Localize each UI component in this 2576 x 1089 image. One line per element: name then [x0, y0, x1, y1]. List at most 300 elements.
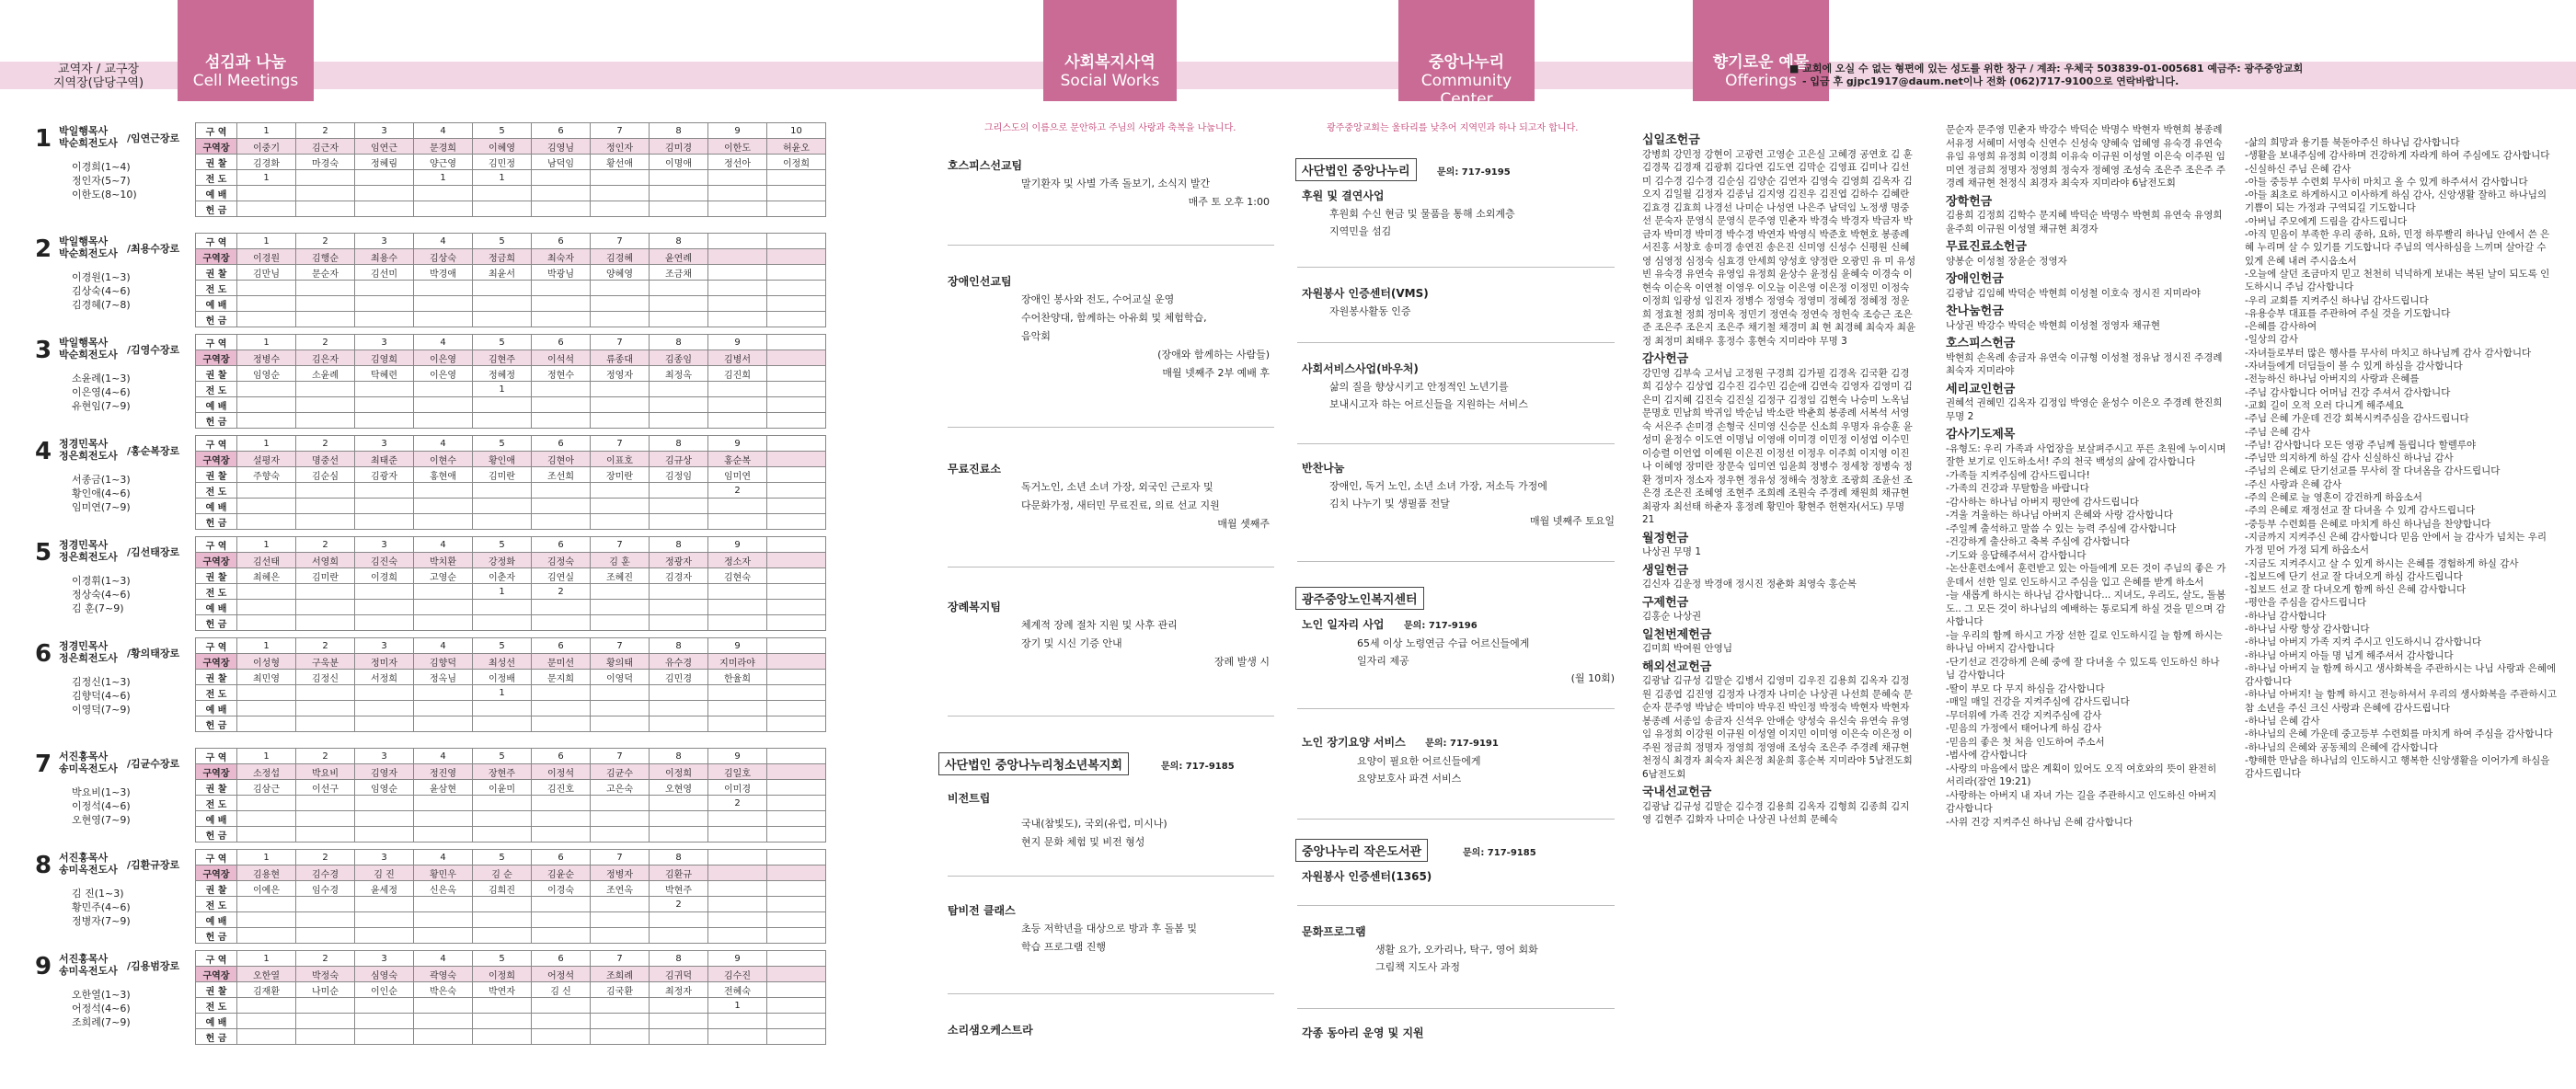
offering-title: 십일조헌금 [1642, 133, 1700, 147]
table-cell [532, 716, 591, 732]
table-cell: 문지희 [532, 670, 591, 685]
table-cell: 고은숙 [591, 780, 650, 796]
table-cell: 김규상 [650, 452, 708, 467]
table-cell [296, 1029, 355, 1045]
table-cell: 1 [473, 382, 532, 397]
social-item-title: 장애인선교팀 [948, 275, 1012, 288]
table-cell [355, 827, 414, 843]
table-row [196, 123, 826, 139]
table-cell: 7 [591, 638, 650, 654]
table-cell [591, 685, 650, 701]
table-cell [473, 186, 532, 201]
table-cell [237, 514, 296, 530]
row-label: 구역장 [196, 654, 237, 670]
table-cell: 이정희 [650, 764, 708, 780]
table-cell: 7 [591, 749, 650, 764]
table-row [196, 638, 826, 654]
group-number: 1 [35, 125, 52, 153]
offering-names: 나상권 박강수 박덕순 박현희 이성철 정영자 채규현 [1946, 319, 2161, 331]
table-cell: 신은옥 [414, 881, 473, 897]
cell-group-3 [35, 333, 193, 432]
cell-table-1 [195, 122, 826, 217]
table-cell [473, 716, 532, 732]
district-leader: 임미연(7~9) [72, 501, 131, 513]
group-number: 3 [35, 337, 52, 364]
table-cell [237, 296, 296, 312]
table-cell: 이혜영 [473, 139, 532, 155]
table-cell [296, 186, 355, 201]
row-label: 구역장 [196, 764, 237, 780]
table-cell: 김 진 [355, 865, 414, 881]
senior-center-title: 광주중앙노인복지센터 [1302, 593, 1418, 607]
table-row [196, 701, 826, 716]
table-cell: 양혜영 [591, 265, 650, 281]
table-cell [296, 912, 355, 928]
table-cell: 이춘자 [473, 568, 532, 584]
table-cell: 이성형 [237, 654, 296, 670]
group-pastors: 박일행목사 박순희전도사 [59, 235, 118, 259]
row-label: 권 찰 [196, 155, 237, 170]
table-cell [708, 1014, 767, 1029]
table-row [196, 749, 826, 764]
table-row [196, 780, 826, 796]
table-cell: 황선애 [591, 155, 650, 170]
table-cell [708, 382, 767, 397]
table-cell [237, 201, 296, 217]
table-cell [650, 796, 708, 811]
table-cell [708, 912, 767, 928]
table-cell: 박광님 [532, 265, 591, 281]
social-item-hospice [948, 156, 1270, 212]
district-leader: 정상숙(4~6) [72, 589, 131, 601]
offering-section [1946, 384, 2226, 424]
row-label: 예 배 [196, 397, 237, 413]
table-cell [708, 811, 767, 827]
table-cell: 2 [708, 796, 767, 811]
table-cell: 이중기 [237, 139, 296, 155]
social-item-line: 국내(참빛도), 국외(유럽, 미시나) [1021, 818, 1167, 830]
row-label: 전 도 [196, 584, 237, 600]
table-cell [650, 170, 708, 186]
table-cell: 5 [473, 123, 532, 139]
table-cell [237, 685, 296, 701]
table-cell: 서정희 [355, 670, 414, 685]
community-senior-jobs [1302, 616, 1615, 687]
table-cell: 3 [355, 123, 414, 139]
table-cell [237, 615, 296, 631]
row-label: 예 배 [196, 811, 237, 827]
row-label: 구 역 [196, 335, 237, 350]
offering-title: 찬나눔헌금 [1946, 304, 2004, 318]
table-cell: 임연근 [355, 139, 414, 155]
table-cell [767, 912, 826, 928]
district-leader: 이경휘(1~3) [72, 575, 131, 587]
youth-welfare-box [938, 752, 1129, 775]
table-cell: 김용현 [237, 865, 296, 881]
table-cell [473, 615, 532, 631]
offering-section [1642, 661, 1918, 782]
table-cell [708, 615, 767, 631]
community-item-title: 사회서비스사업(바우처) [1302, 362, 1419, 375]
table-cell: 정현수 [532, 366, 591, 382]
senior-center-box [1295, 587, 1424, 610]
social-item-line: 장기 및 시신 기증 안내 [1021, 637, 1122, 649]
table-cell [532, 998, 591, 1014]
table-cell [296, 413, 355, 429]
divider [948, 876, 1274, 877]
offering-title: 장애인헌금 [1946, 272, 2004, 286]
row-label: 전 도 [196, 998, 237, 1014]
table-cell: 이석석 [532, 350, 591, 366]
group-pastors: 박일행목사 박순희전도사 [59, 337, 118, 361]
group-pastors: 정경민목사 정은희전도사 [59, 539, 118, 563]
table-cell: 조혜진 [591, 568, 650, 584]
table-cell: 3 [355, 234, 414, 249]
table-cell: 정미자 [355, 654, 414, 670]
tab-social-works[interactable] [1043, 0, 1177, 101]
table-cell: 문순자 [296, 265, 355, 281]
table-cell: 이경희 [355, 568, 414, 584]
table-row [196, 881, 826, 897]
row-label: 예 배 [196, 186, 237, 201]
community-sponsorship [1302, 188, 1615, 240]
table-cell [237, 897, 296, 912]
table-cell [767, 897, 826, 912]
table-cell [650, 811, 708, 827]
group-pastors: 박일행목사 박순희전도사 [59, 125, 118, 149]
table-cell [591, 796, 650, 811]
social-item-line: 말기환자 및 사별 가족 돌보기, 소식지 발간 [1021, 178, 1211, 189]
table-cell: 김향덕 [414, 654, 473, 670]
offering-section [1642, 629, 1918, 656]
table-cell: 최민영 [237, 670, 296, 685]
community-item-line: 지역민을 섬김 [1329, 225, 1392, 237]
table-row [196, 382, 826, 397]
table-cell [532, 897, 591, 912]
table-cell [767, 281, 826, 296]
table-cell [473, 600, 532, 615]
group-districts [72, 675, 131, 716]
table-cell [355, 413, 414, 429]
group-elder: /홍순복장로 [127, 445, 180, 457]
table-cell [591, 413, 650, 429]
header-left-title: 교역자 / 교구장 [58, 63, 140, 76]
table-cell [414, 796, 473, 811]
offering-section [1946, 429, 2226, 829]
table-cell: 양근영 [414, 155, 473, 170]
row-label: 헌 금 [196, 201, 237, 217]
district-leader: 김경혜(7~8) [72, 299, 131, 311]
table-cell [591, 397, 650, 413]
social-item-clinic [948, 460, 1270, 533]
table-cell [767, 553, 826, 568]
row-label: 헌 금 [196, 716, 237, 732]
table-cell: 윤삼현 [414, 780, 473, 796]
table-cell [708, 413, 767, 429]
table-row [196, 897, 826, 912]
group-number: 6 [35, 640, 52, 668]
table-cell [355, 312, 414, 327]
social-item-title: 비전트립 [948, 792, 991, 805]
table-cell: 김국환 [591, 982, 650, 998]
table-cell: 4 [414, 749, 473, 764]
row-label: 헌 금 [196, 615, 237, 631]
table-cell: 6 [532, 749, 591, 764]
table-cell: 김진희 [708, 366, 767, 382]
table-cell [355, 186, 414, 201]
tab-community-center[interactable] [1398, 0, 1535, 109]
table-cell [473, 397, 532, 413]
table-cell [414, 186, 473, 201]
table-cell: 7 [591, 951, 650, 967]
table-cell [355, 796, 414, 811]
table-cell [414, 483, 473, 499]
table-cell [414, 701, 473, 716]
table-row [196, 467, 826, 483]
table-cell: 2 [532, 584, 591, 600]
divider [948, 993, 1274, 994]
offering-section [1946, 338, 2226, 378]
table-cell [414, 397, 473, 413]
table-cell: 정병자 [591, 865, 650, 881]
table-cell [473, 796, 532, 811]
table-cell: 어정석 [532, 967, 591, 982]
table-cell [414, 281, 473, 296]
table-cell [355, 685, 414, 701]
table-cell [414, 811, 473, 827]
table-cell: 마경숙 [296, 155, 355, 170]
table-cell: 오한열 [237, 967, 296, 982]
offering-section [1642, 533, 1918, 559]
table-cell [767, 366, 826, 382]
offering-names: 강병희 강민정 강현이 고광련 고영순 고은실 고혜경 공연호 김 훈 김경묵 김경재 김광휘 김다연 김도연 김막순 김영표 김미나 김선미 김수경 김수경 김순심 김양순 김연자 김영숙 김영희 김옥자 김오지 김일월 김정자 김종님 김지영 김진우 김진엽 김하수 김혜란 김효경 김효희 나경선 나미순 나성연 나은주 남덕임 노정생 명중선 문숙자 문영식 문영식 문주영 민춘자 박경숙 박경자 박금자 박금자 박미경 박미경 박수경 박연자 박영식 박준호 박현호 봉종례 서진홍 서창호 송미경 송연진 송은진 신미영 신성수 신평원 신혜영 심영정 심정숙 심효경 안세희 양성호 양정란 오광민 유 미 유성빈 유숙경 유연숙 유영임 유정희 윤상수 윤정심 윤혜숙 이경숙 이현숙 이순옥 이연철 이영우 이오늘 이은영 이은정 이정민 이정숙 이정희 임광성 임진자 정병수 정영숙 정영미 정혜정 정혜정 정운희 정효철 정희 정미옥 정민기 정연숙 정연숙 정헌숙 조승근 조은준 조은주 조은지 조은주 채기철 채경미 최 현 최경혜 최숙자 최윤정 최정미 최태우 홍정수 홍현숙 지미라야 무명 3 [1642, 148, 1916, 347]
table-cell: 정소자 [708, 553, 767, 568]
table-cell: 5 [473, 537, 532, 553]
table-cell: 6 [532, 123, 591, 139]
table-cell [532, 186, 591, 201]
offering-names: 나상권 무명 1 [1642, 546, 1702, 557]
table-cell: 5 [473, 951, 532, 967]
table-cell: 이정배 [473, 670, 532, 685]
table-cell: 김은자 [296, 350, 355, 366]
table-cell: 윤연례 [650, 249, 708, 265]
table-cell [591, 281, 650, 296]
nanuri-box [1295, 158, 1417, 181]
cell-table-8 [195, 849, 826, 944]
table-row [196, 827, 826, 843]
table-cell: 3 [355, 749, 414, 764]
table-cell: 7 [591, 123, 650, 139]
table-cell [708, 701, 767, 716]
table-cell [237, 1014, 296, 1029]
tab-label-en: Cell Meetings [192, 72, 299, 90]
table-cell: 이경원 [237, 249, 296, 265]
table-cell: 최용수 [355, 249, 414, 265]
community-item-title: 반찬나눔 [1302, 462, 1345, 475]
table-row [196, 865, 826, 881]
table-cell: 박치환 [414, 553, 473, 568]
social-item-line: 다문화가정, 새터민 무료진료, 의료 선교 지원 [1021, 499, 1220, 511]
table-cell [767, 467, 826, 483]
table-cell [473, 701, 532, 716]
group-districts [72, 160, 137, 201]
table-row [196, 951, 826, 967]
table-cell [532, 397, 591, 413]
table-row [196, 584, 826, 600]
table-cell [591, 186, 650, 201]
table-cell: 김현아 [532, 452, 591, 467]
table-cell [296, 584, 355, 600]
table-cell: 2 [296, 638, 355, 654]
table-cell: 김삼근 [237, 780, 296, 796]
table-row [196, 483, 826, 499]
table-cell [767, 670, 826, 685]
social-item-title: 호스피스선교팀 [948, 159, 1023, 172]
offering-title: 생일헌금 [1642, 563, 1689, 578]
offering-title: 감사기도제목 [1946, 428, 2016, 441]
row-label: 예 배 [196, 499, 237, 514]
table-cell: 8 [650, 638, 708, 654]
table-cell: 8 [650, 234, 708, 249]
divider [1297, 708, 1615, 709]
table-cell [591, 499, 650, 514]
table-cell [650, 296, 708, 312]
table-cell [473, 1029, 532, 1045]
row-label: 권 찰 [196, 982, 237, 998]
table-cell [414, 499, 473, 514]
tab-cell-meetings[interactable] [178, 0, 314, 101]
table-cell [591, 701, 650, 716]
offering-names: 김미희 박여원 안영님 [1642, 643, 1732, 654]
table-cell [237, 716, 296, 732]
social-item-orchestra [948, 1021, 1270, 1039]
table-cell [650, 312, 708, 327]
table-cell: 지미라야 [708, 654, 767, 670]
offering-title: 호스피스헌금 [1946, 337, 2016, 350]
table-cell: 4 [414, 335, 473, 350]
table-cell: 이영덕 [591, 670, 650, 685]
table-cell [355, 897, 414, 912]
table-cell: 9 [708, 749, 767, 764]
table-cell: 박경애 [414, 265, 473, 281]
table-cell [473, 499, 532, 514]
table-cell [296, 483, 355, 499]
table-cell: 정옥님 [414, 670, 473, 685]
table-cell: 김수진 [708, 967, 767, 982]
group-elder: /김영수장로 [127, 344, 180, 356]
table-cell [591, 928, 650, 944]
table-cell: 허윤오 [767, 139, 826, 155]
table-cell [532, 701, 591, 716]
divider [1297, 1008, 1615, 1009]
row-label: 전 도 [196, 170, 237, 186]
offering-section [1642, 565, 1918, 591]
table-cell: 6 [532, 850, 591, 865]
group-districts [72, 574, 131, 615]
table-cell: 임수경 [296, 881, 355, 897]
district-leader: 김향덕(4~6) [72, 690, 131, 702]
table-cell: 류종대 [591, 350, 650, 366]
table-cell [355, 928, 414, 944]
row-label: 전 도 [196, 382, 237, 397]
table-cell: 이정희 [473, 967, 532, 982]
table-cell [532, 382, 591, 397]
group-districts [72, 785, 131, 827]
table-cell [473, 483, 532, 499]
cell-table-2 [195, 233, 826, 327]
table-cell: 나미순 [296, 982, 355, 998]
table-cell: 김수경 [296, 865, 355, 881]
district-leader: 김 훈(7~9) [72, 602, 124, 614]
table-cell: 탁혜련 [355, 366, 414, 382]
table-row [196, 413, 826, 429]
row-label: 구역장 [196, 865, 237, 881]
offering-section [1946, 196, 2226, 236]
table-cell: 6 [532, 537, 591, 553]
table-cell: 1 [237, 749, 296, 764]
table-cell [708, 865, 767, 881]
library-title: 중앙나누리 작은도서관 [1302, 845, 1422, 859]
table-cell [355, 483, 414, 499]
table-cell: 8 [650, 951, 708, 967]
group-districts [72, 887, 131, 928]
table-row [196, 139, 826, 155]
table-cell [650, 413, 708, 429]
table-cell [296, 897, 355, 912]
table-cell [591, 897, 650, 912]
table-cell [708, 201, 767, 217]
table-row [196, 998, 826, 1014]
cell-table-9 [195, 950, 826, 1045]
social-item-note: 장례 발생 시 [1213, 656, 1270, 668]
table-cell [473, 912, 532, 928]
social-intro: 그리스도의 이름으로 문안하고 주님의 사랑과 축복을 나눕니다. [984, 123, 1236, 133]
table-cell: 4 [414, 850, 473, 865]
community-item-line: 김치 나누기 및 생필품 전달 [1329, 498, 1450, 510]
tab-label-en: Offerings [1725, 72, 1797, 90]
row-label: 구 역 [196, 850, 237, 865]
table-cell: 김상숙 [414, 249, 473, 265]
table-cell [767, 881, 826, 897]
district-leader: 조희례(7~9) [72, 1016, 131, 1028]
table-cell: 이윤미 [473, 780, 532, 796]
social-item-title: 장례복지팀 [948, 601, 1001, 613]
table-row [196, 265, 826, 281]
table-cell: 이인순 [355, 982, 414, 998]
table-cell: 1 [237, 234, 296, 249]
table-cell: 3 [355, 436, 414, 452]
table-cell: 4 [414, 951, 473, 967]
table-cell: 김 신 [532, 982, 591, 998]
row-label: 구 역 [196, 537, 237, 553]
table-cell: 구욱분 [296, 654, 355, 670]
table-cell [708, 514, 767, 530]
table-cell [767, 382, 826, 397]
group-pastors: 정경민목사 정은희전도사 [59, 438, 118, 462]
table-cell [767, 201, 826, 217]
table-cell [296, 382, 355, 397]
community-clubs [1302, 1025, 1615, 1042]
community-item-line: 삶의 질을 향상시키고 안정적인 노년기를 [1329, 381, 1509, 393]
table-cell: 박연자 [473, 982, 532, 998]
community-item-line: 후원회 수신 현금 및 물품을 통해 소외계층 [1329, 208, 1515, 220]
offering-names: 김용희 김정희 김학수 문지혜 박덕순 박명수 박현희 유연숙 유영희 윤주희 이규원 이성열 채규현 최경자 [1946, 210, 2223, 235]
table-cell: 정진영 [414, 764, 473, 780]
community-side-dish [1302, 460, 1615, 530]
table-cell: 1 [473, 685, 532, 701]
group-number: 9 [35, 953, 52, 980]
cell-group-2 [35, 232, 193, 331]
